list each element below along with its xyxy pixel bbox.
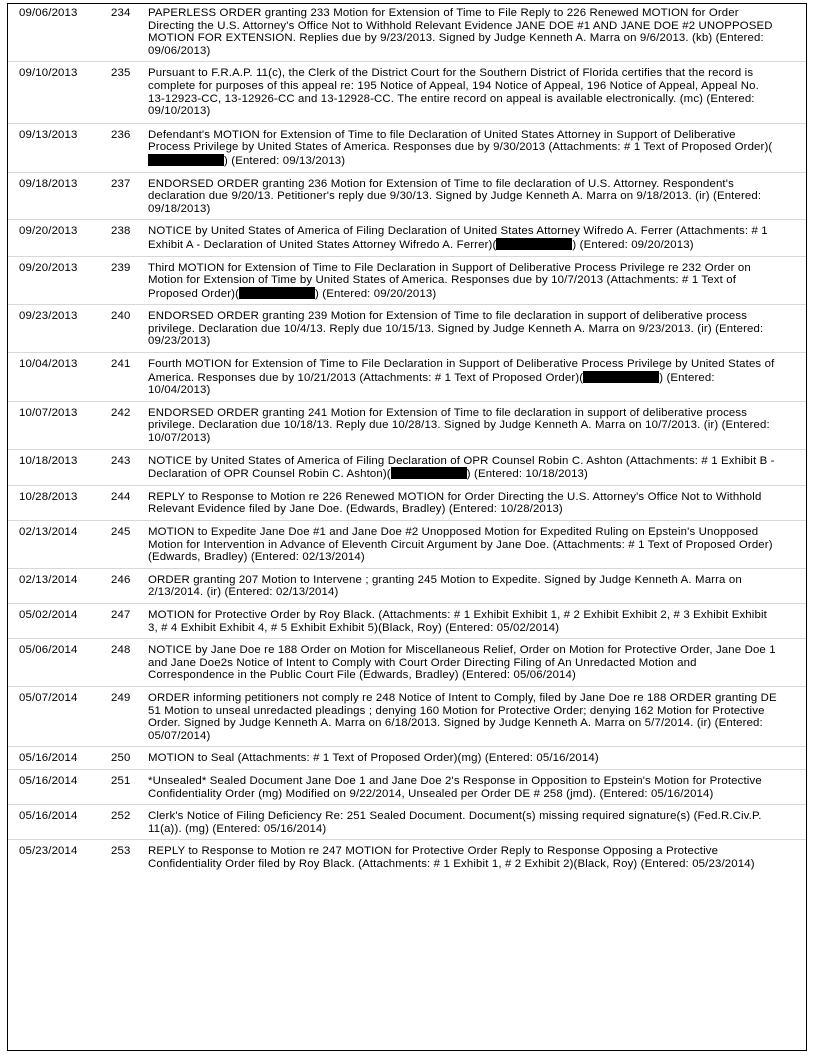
entry-text-segment: ) (Entered: 09/13/2013) [224,154,346,167]
docket-entry [8,450,806,486]
entry-text [148,491,806,516]
entry-date: 09/06/2013 [19,7,78,19]
docket-entry [8,840,806,873]
entry-date: 09/10/2013 [19,67,78,80]
docket-entry [8,353,806,402]
entry-text-segment: ) (Entered: 09/20/2013) [572,238,694,251]
entry-text-segment: PAPERLESS ORDER granting 233 Motion for Extension of Time to File Reply to 226 Renewed MOTION for Order Directing the U.S. Attorney's Office Not to Withhold Relevant Evidence JANE DOE #1 AND JANE DOE #2 UNOPPOSED MOTION FOR EXTENSION. Replies due by 9/23/2013. Signed by Judge Kenneth A. Marra on 9/6/2013. (kb) (Entered: 09/06/2013) [148,7,773,57]
entry-text [148,775,806,800]
entry-text [148,67,806,117]
entry-text-segment: ) (Entered: 10/18/2013) [466,468,588,481]
entry-text [148,178,806,216]
entry-text-segment: Third MOTION for Extension of Time to File Declaration in Support of Deliberative Process Privilege re 232 Order on Motion for Extension of Time by United States of America. Responses due by 10/7/2013 (Attachments: # 1 Text of Proposed Order)( [148,261,751,300]
entry-number: 239 [111,261,131,274]
entry-text-segment: MOTION to Seal (Attachments: # 1 Text of Proposed Order)(mg) (Entered: 05/16/2014) [148,752,599,765]
docket-entry [8,305,806,353]
entry-text-segment: ORDER granting 207 Motion to Intervene ; granting 245 Motion to Expedite. Signed by Judge Kenneth A. Marra on 2/13/2014. (ir) (Entered: 02/13/2014) [148,573,742,599]
entry-text [148,310,806,348]
entry-date: 09/20/2013 [19,261,78,274]
redaction-box [496,238,572,250]
docket-entry [8,402,806,450]
docket-entry [8,173,806,221]
docket-entry [8,124,806,173]
entry-date: 05/23/2014 [19,845,78,858]
entry-text-segment: MOTION to Expedite Jane Doe #1 and Jane Doe #2 Unopposed Motion for Expedited Ruling on Epstein's Unopposed Motion for Intervention in Advance of Eleventh Circuit Argument by Jane Doe. (Attachments: # 1 Text of Proposed Order)(Edwards, Bradley) (Entered: 02/13/2014) [148,526,773,564]
entry-text-segment: ENDORSED ORDER granting 241 Motion for Extension of Time to file declaration in support of deliberative process privilege. Declaration due 10/18/13. Reply due 10/28/13. Signed by Judge Kenneth A. Marra on 10/7/2013. (ir) (Entered: 10/07/2013) [148,406,770,445]
entry-number: 242 [111,406,131,419]
entry-text-segment: ) (Entered: 10/04/2013) [148,371,715,397]
entry-number: 234 [111,7,131,19]
docket-entry [8,569,806,604]
entry-number: 248 [111,644,131,657]
entry-number: 249 [111,691,131,704]
redaction-box [148,154,224,166]
entry-text-segment: NOTICE by Jane Doe re 188 Order on Motion for Miscellaneous Relief, Order on Motion for Protective Order, Jane Doe 1 and Jane Doe2s Notice of Intent to Comply with Court Order Directing Filing of An Unredacted Motion and Correspondence in the Public Court File (Edwards, Bradley) (Entered: 05/06/2014) [148,644,776,682]
entry-text [148,644,806,682]
docket-table [7,3,807,1051]
entry-text [148,358,806,397]
docket-entry [8,805,806,840]
entry-number: 237 [111,177,131,190]
entry-text [148,810,806,835]
entry-date: 10/28/2013 [19,490,78,503]
entry-text-segment: REPLY to Response to Motion re 247 MOTION for Protective Order Reply to Response Opposing a Protective Confidentiality Order filed by Roy Black. (Attachments: # 1 Exhibit 1, # 2 Exhibit 2)(Black, Roy) (Entered: 05/23/2014) [148,845,755,870]
entry-text-segment: Defendant's MOTION for Extension of Time to file Declaration of United States Attorney in Support of Deliberative Process Privilege by United States of America. Responses due by 9/30/2013 (Attachments: # 1 Text of Proposed Order)( [148,128,773,154]
entry-number: 244 [111,490,131,503]
redaction-box [583,371,659,383]
entry-number: 243 [111,454,131,467]
entry-date: 09/13/2013 [19,128,78,141]
entry-text-segment: *Unsealed* Sealed Document Jane Doe 1 and Jane Doe 2's Response in Opposition to Epstein's Motion for Protective Confidentiality Order (mg) Modified on 9/22/2014, Unsealed per Order DE # 258 (jmd). (Entered: 05/16/2014) [148,774,762,800]
entry-date: 02/13/2014 [19,573,78,586]
entry-date: 09/23/2013 [19,310,78,323]
entry-text [148,752,806,765]
entry-date: 05/16/2014 [19,810,78,823]
redaction-box [239,287,315,299]
entry-date: 09/18/2013 [19,177,78,190]
entry-number: 238 [111,225,131,238]
entry-text [148,262,806,301]
entry-number: 240 [111,310,131,323]
docket-entry [8,687,806,747]
entry-number: 247 [111,608,131,621]
entry-number: 241 [111,358,131,371]
docket-entry [8,220,806,256]
entry-text [148,7,806,57]
entry-text-segment: ) (Entered: 09/20/2013) [315,287,437,300]
entry-text-segment: MOTION for Protective Order by Roy Black. (Attachments: # 1 Exhibit Exhibit 1, # 2 Exhibit Exhibit 2, # 3 Exhibit Exhibit 3, # 4 Exhibit Exhibit 4, # 5 Exhibit Exhibit 5)(Black, Roy) (Entered: 05/02/2014) [148,608,767,634]
entry-date: 10/04/2013 [19,358,78,371]
docket-entry [8,257,806,306]
entry-number: 252 [111,810,131,823]
redaction-box [391,467,467,479]
entry-number: 245 [111,526,131,538]
entry-text [148,574,806,599]
entry-text-segment: Fourth MOTION for Extension of Time to File Declaration in Support of Deliberative Process Privilege by United States of America. Responses due by 10/21/2013 (Attachments: # 1 Text of Proposed Order)( [148,358,775,384]
entry-number: 253 [111,845,131,858]
entry-text [148,609,806,634]
entry-date: 10/18/2013 [19,454,78,467]
entry-text-segment: REPLY to Response to Motion re 226 Renewed MOTION for Order Directing the U.S. Attorney's Office Not to Withhold Relevant Evidence filed by Jane Doe. (Edwards, Bradley) (Entered: 10/28/2013) [148,490,762,516]
docket-entry [8,604,806,639]
entry-date: 05/02/2014 [19,608,78,621]
entry-date: 09/20/2013 [19,225,78,238]
entry-date: 05/06/2014 [19,644,78,657]
entry-number: 235 [111,67,131,80]
docket-entry [8,62,806,123]
docket-entry [8,770,806,805]
entry-text [148,225,806,251]
entry-date: 10/07/2013 [19,406,78,419]
entry-date: 05/16/2014 [19,752,78,765]
entry-date: 05/16/2014 [19,774,78,787]
entry-text [148,455,806,481]
entry-number: 250 [111,752,131,765]
entry-number: 236 [111,128,131,141]
entry-text [148,845,806,870]
entry-text [148,407,806,445]
entry-text-segment: ENDORSED ORDER granting 239 Motion for Extension of Time to file declaration in support of deliberative process privilege. Declaration due 10/4/13. Reply due 10/15/13. Signed by Judge Kenneth A. Marra on 9/23/2013. (ir) (Entered: 09/23/2013) [148,310,764,348]
entry-text-segment: Pursuant to F.R.A.P. 11(c), the Clerk of the District Court for the Southern District of Florida certifies that the record is complete for purposes of this appeal re: 195 Notice of Appeal, 194 Notice of Appeal, 196 Notice of Appeal, Appeal No. 13-12923-CC, 13-12926-CC and 13-12928-CC. The entire record on appeal is available electronically. (mc) (Entered: 09/10/2013) [148,67,759,118]
docket-entry [8,486,806,521]
entry-number: 251 [111,774,131,787]
entry-date: 05/07/2014 [19,691,78,704]
entry-text-segment: NOTICE by United States of America of Filing Declaration of United States Attorney Wifredo A. Ferrer (Attachments: # 1 Exhibit A - Declaration of United States Attorney Wifredo A. Ferrer)( [148,225,768,251]
entry-text-segment: NOTICE by United States of America of Filing Declaration of OPR Counsel Robin C. Ashton (Attachments: # 1 Exhibit B - Declaration of OPR Counsel Robin C. Ashton)( [148,454,775,481]
entry-text [148,526,806,564]
entry-text-segment: ENDORSED ORDER granting 236 Motion for Extension of Time to file declaration of U.S. Attorney. Respondent's declaration due 9/20/13. Petitioner's reply due 9/30/13. Signed by Judge Kenneth A. Marra on 9/18/2013. (ir) (Entered: 09/18/2013) [148,177,762,215]
entry-date: 02/13/2014 [19,526,78,538]
entry-number: 246 [111,573,131,586]
docket-entry [8,747,806,770]
docket-entry [8,521,806,569]
entry-text-segment: Clerk's Notice of Filing Deficiency Re: 251 Sealed Document. Document(s) missing required signature(s) (Fed.R.Civ.P. 11(a)). (mg) (Entered: 05/16/2014) [148,810,762,835]
entry-text [148,692,806,742]
docket-entry [8,4,806,62]
entry-text-segment: ORDER informing petitioners not comply re 248 Notice of Intent to Comply, filed by Jane Doe re 188 ORDER granting DE 51 Motion to unseal unredacted pleadings ; denying 160 Motion for Protective Order; denying 162 Motion for Protective Order. Signed by Judge Kenneth A. Marra on 6/18/2013. Signed by Judge Kenneth A. Marra on 5/7/2014. (ir) (Entered: 05/07/2014) [148,691,777,742]
entry-text [148,129,806,168]
docket-entry [8,639,806,687]
